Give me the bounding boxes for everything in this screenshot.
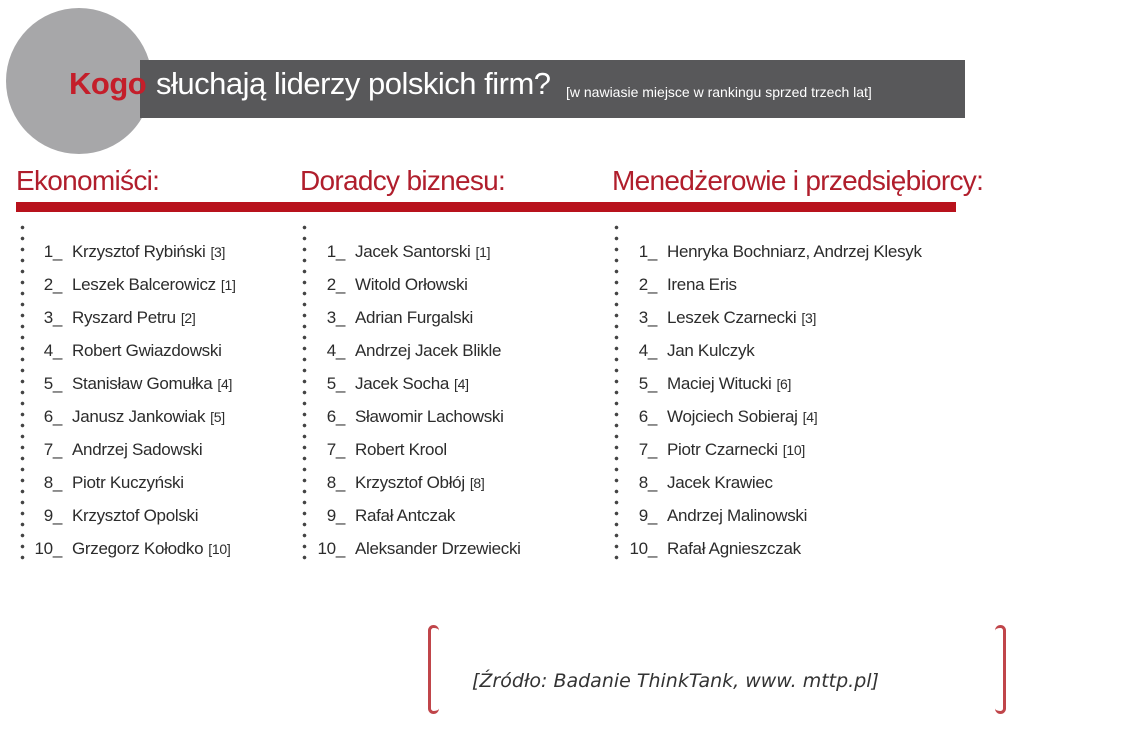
person-name: Grzegorz Kołodko xyxy=(72,539,204,558)
rank-number: 5_ xyxy=(638,374,657,393)
rank-number: 6_ xyxy=(43,407,62,426)
rank-number: 10_ xyxy=(629,539,657,558)
person-name: Henryka Bochniarz, Andrzej Klesyk xyxy=(667,242,922,261)
person-name: Rafał Agnieszczak xyxy=(667,539,801,558)
person-name: Leszek Balcerowicz xyxy=(72,275,216,294)
list-item xyxy=(32,308,236,341)
rank-number: 6_ xyxy=(326,407,345,426)
rank-number: 10_ xyxy=(34,539,62,558)
person-name: Krzysztof Opolski xyxy=(72,506,199,525)
previous-rank: [10] xyxy=(208,541,231,557)
list-item xyxy=(627,407,922,440)
dotted-divider xyxy=(614,222,619,564)
list-item xyxy=(32,473,236,506)
rank-number: 10_ xyxy=(317,539,345,558)
previous-rank: [1] xyxy=(220,277,236,293)
divider-bar xyxy=(16,202,956,212)
list-item xyxy=(627,308,922,341)
previous-rank: [2] xyxy=(180,310,196,326)
previous-rank: [4] xyxy=(802,409,818,425)
rank-number: 8_ xyxy=(326,473,345,492)
rank-number: 9_ xyxy=(43,506,62,525)
person-name: Jacek Socha xyxy=(355,374,450,393)
list-item xyxy=(315,506,521,539)
list-item xyxy=(315,407,521,440)
rank-number: 2_ xyxy=(43,275,62,294)
column-heading-advisors: Doradcy biznesu: xyxy=(300,165,506,196)
bracket-left xyxy=(428,625,439,714)
person-name: Andrzej Jacek Blikle xyxy=(355,341,502,360)
person-name: Aleksander Drzewiecki xyxy=(355,539,521,558)
rank-number: 2_ xyxy=(326,275,345,294)
person-name: Witold Orłowski xyxy=(355,275,468,294)
rank-number: 4_ xyxy=(326,341,345,360)
dotted-divider xyxy=(20,222,25,564)
ranking-list-managers xyxy=(627,242,922,572)
list-item xyxy=(32,506,236,539)
list-item xyxy=(315,308,521,341)
source-note: [Źródło: Badanie ThinkTank, www. mttp.pl] xyxy=(472,670,879,692)
person-name: Jacek Krawiec xyxy=(667,473,773,492)
rank-number: 8_ xyxy=(43,473,62,492)
column-heading-managers: Menedżerowie i przedsiębiorcy: xyxy=(612,165,984,196)
person-name: Ryszard Petru xyxy=(72,308,176,327)
bracket-right xyxy=(995,625,1006,714)
list-item xyxy=(627,374,922,407)
rank-number: 4_ xyxy=(638,341,657,360)
title-highlight: Kogo xyxy=(69,66,147,101)
person-name: Krzysztof Obłój xyxy=(355,473,465,492)
previous-rank: [10] xyxy=(782,442,805,458)
person-name: Adrian Furgalski xyxy=(355,308,474,327)
previous-rank: [3] xyxy=(801,310,817,326)
rank-number: 3_ xyxy=(326,308,345,327)
rank-number: 6_ xyxy=(638,407,657,426)
person-name: Rafał Antczak xyxy=(355,506,456,525)
list-item xyxy=(32,374,236,407)
previous-rank: [6] xyxy=(776,376,792,392)
rank-number: 3_ xyxy=(638,308,657,327)
list-item xyxy=(627,341,922,374)
person-name: Jan Kulczyk xyxy=(667,341,755,360)
rank-number: 9_ xyxy=(638,506,657,525)
list-item xyxy=(627,506,922,539)
person-name: Andrzej Malinowski xyxy=(667,506,808,525)
person-name: Piotr Kuczyński xyxy=(72,473,184,492)
rank-number: 9_ xyxy=(326,506,345,525)
previous-rank: [8] xyxy=(469,475,485,491)
list-item xyxy=(315,473,521,506)
list-item xyxy=(32,407,236,440)
list-item xyxy=(32,275,236,308)
list-item xyxy=(32,242,236,275)
previous-rank: [4] xyxy=(217,376,233,392)
ranking-list-advisors xyxy=(315,242,521,572)
person-name: Sławomir Lachowski xyxy=(355,407,504,426)
rank-number: 1_ xyxy=(326,242,345,261)
person-name: Jacek Santorski xyxy=(355,242,471,261)
rank-number: 7_ xyxy=(326,440,345,459)
person-name: Piotr Czarnecki xyxy=(667,440,778,459)
page-subtitle: [w nawiasie miejsce w rankingu sprzed trzech lat] xyxy=(566,84,872,100)
rank-number: 2_ xyxy=(638,275,657,294)
previous-rank: [1] xyxy=(475,244,491,260)
person-name: Janusz Jankowiak xyxy=(72,407,206,426)
person-name: Maciej Witucki xyxy=(667,374,772,393)
list-item xyxy=(315,440,521,473)
list-item xyxy=(315,341,521,374)
person-name: Wojciech Sobieraj xyxy=(667,407,798,426)
column-heading-economists: Ekonomiści: xyxy=(16,165,160,196)
list-item xyxy=(315,275,521,308)
previous-rank: [3] xyxy=(210,244,226,260)
previous-rank: [4] xyxy=(454,376,469,392)
list-item xyxy=(627,539,922,572)
person-name: Leszek Czarnecki xyxy=(667,308,797,327)
list-item xyxy=(627,473,922,506)
list-item xyxy=(32,440,236,473)
rank-number: 1_ xyxy=(43,242,62,261)
rank-number: 7_ xyxy=(43,440,62,459)
dotted-divider xyxy=(302,222,307,564)
rank-number: 5_ xyxy=(43,374,62,393)
page-title: słuchają liderzy polskich firm? xyxy=(156,66,551,101)
list-item xyxy=(315,242,521,275)
person-name: Robert Krool xyxy=(355,440,447,459)
person-name: Irena Eris xyxy=(667,275,737,294)
rank-number: 4_ xyxy=(43,341,62,360)
person-name: Robert Gwiazdowski xyxy=(72,341,222,360)
person-name: Andrzej Sadowski xyxy=(72,440,203,459)
list-item xyxy=(32,539,236,572)
list-item xyxy=(32,341,236,374)
list-item xyxy=(627,242,922,275)
ranking-list-economists xyxy=(32,242,236,572)
rank-number: 8_ xyxy=(638,473,657,492)
list-item xyxy=(315,374,521,407)
list-item xyxy=(315,539,521,572)
person-name: Krzysztof Rybiński xyxy=(72,242,206,261)
rank-number: 1_ xyxy=(638,242,657,261)
rank-number: 5_ xyxy=(326,374,345,393)
rank-number: 7_ xyxy=(638,440,657,459)
rank-number: 3_ xyxy=(43,308,62,327)
list-item xyxy=(627,275,922,308)
person-name: Stanisław Gomułka xyxy=(72,374,213,393)
previous-rank: [5] xyxy=(210,409,225,425)
list-item xyxy=(627,440,922,473)
